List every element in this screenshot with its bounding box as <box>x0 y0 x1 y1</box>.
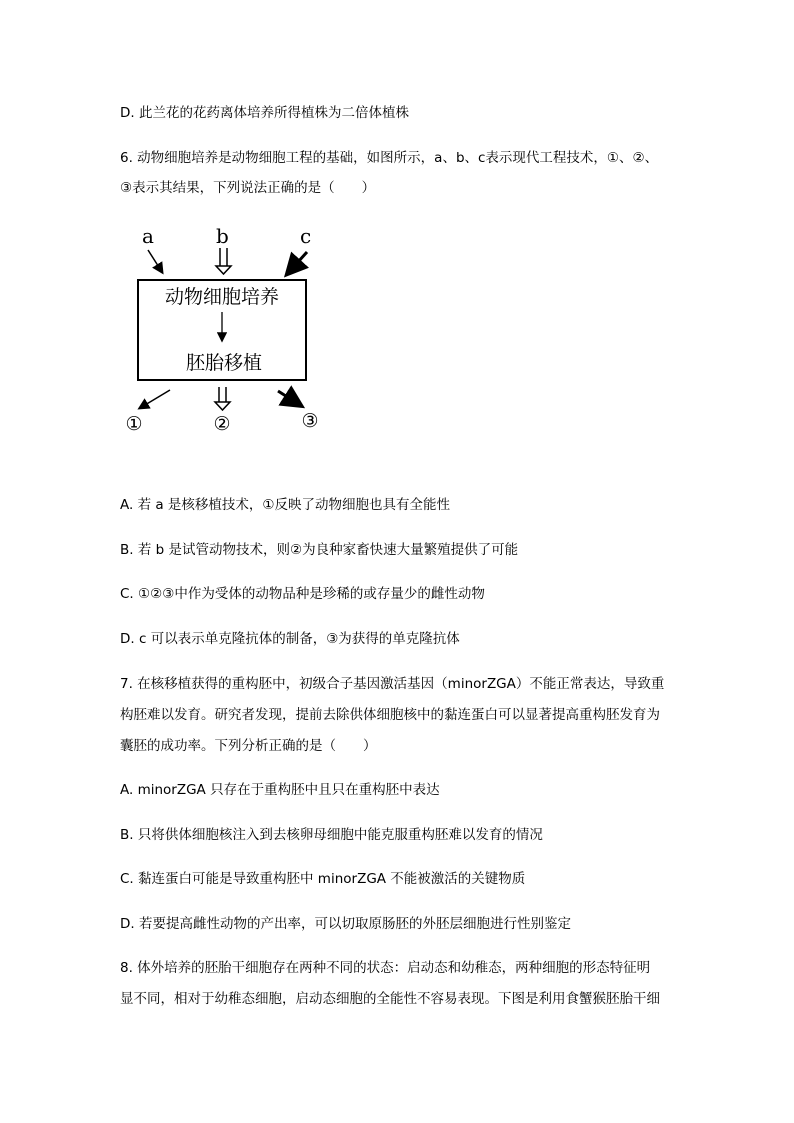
arrow-out-1 <box>140 390 170 408</box>
arrow-c-bold <box>288 252 307 273</box>
q7-option-d: D. 若要提高雌性动物的产出率，可以切取原肠胚的外胚层细胞进行性别鉴定 <box>120 916 571 932</box>
label-a: a <box>142 224 154 248</box>
q8-stem-line2: 显不同，相对于幼稚态细胞，启动态细胞的全能性不容易表现。下图是利用食蟹猴胚胎干细 <box>120 991 660 1007</box>
q8-stem-line1: 8. 体外培养的胚胎干细胞存在两种不同的状态：启动态和幼稚态，两种细胞的形态特征明 <box>120 960 651 976</box>
q6-stem-line1: 6. 动物细胞培养是动物细胞工程的基础，如图所示，a、b、c表示现代工程技术，①、②、 <box>120 150 659 166</box>
box-label-culture: 动物细胞培养 <box>164 286 280 308</box>
q7-stem-line1: 7. 在核移植获得的重构胚中，初级合子基因激活基因（minorZGA）不能正常表达，导致重 <box>120 676 665 692</box>
q7-stem-line3: 囊胚的成功率。下列分析正确的是（ ） <box>120 738 377 754</box>
q7-stem-line2: 构胚难以发育。研究者发现，提前去除供体细胞核中的黏连蛋白可以显著提高重构胚发育为 <box>120 707 660 723</box>
arrow-b-double <box>216 248 231 274</box>
q7-option-a: A. minorZGA 只存在于重构胚中且只在重构胚中表达 <box>120 782 440 798</box>
arrow-out-3-bold <box>278 391 300 405</box>
q6-option-c: C. ①②③中作为受体的动物品种是珍稀的或存量少的雌性动物 <box>120 586 485 602</box>
arrow-a <box>148 250 162 272</box>
output-label-1: ① <box>125 413 143 435</box>
q6-option-a: A. 若 a 是核移植技术，①反映了动物细胞也具有全能性 <box>120 497 451 513</box>
box-label-transfer: 胚胎移植 <box>185 352 263 374</box>
label-c: c <box>300 224 312 248</box>
q7-option-c: C. 黏连蛋白可能是导致重构胚中 minorZGA 不能被激活的关键物质 <box>120 871 526 887</box>
q7-option-b: B. 只将供体细胞核注入到去核卵母细胞中能克服重构胚难以发育的情况 <box>120 827 543 843</box>
q6-stem-line2: ③表示其结果，下列说法正确的是（ ） <box>120 180 376 196</box>
label-b: b <box>216 224 229 248</box>
output-label-2: ② <box>213 413 231 435</box>
q5-option-d: D. 此兰花的花药离体培养所得植株为二倍体植株 <box>120 105 409 121</box>
output-label-3: ③ <box>301 410 319 432</box>
q6-option-b: B. 若 b 是试管动物技术，则②为良种家畜快速大量繁殖提供了可能 <box>120 542 519 558</box>
q6-option-d: D. c 可以表示单克隆抗体的制备，③为获得的单克隆抗体 <box>120 631 460 647</box>
arrow-out-2-double <box>215 387 230 410</box>
cell-culture-diagram <box>110 220 350 440</box>
